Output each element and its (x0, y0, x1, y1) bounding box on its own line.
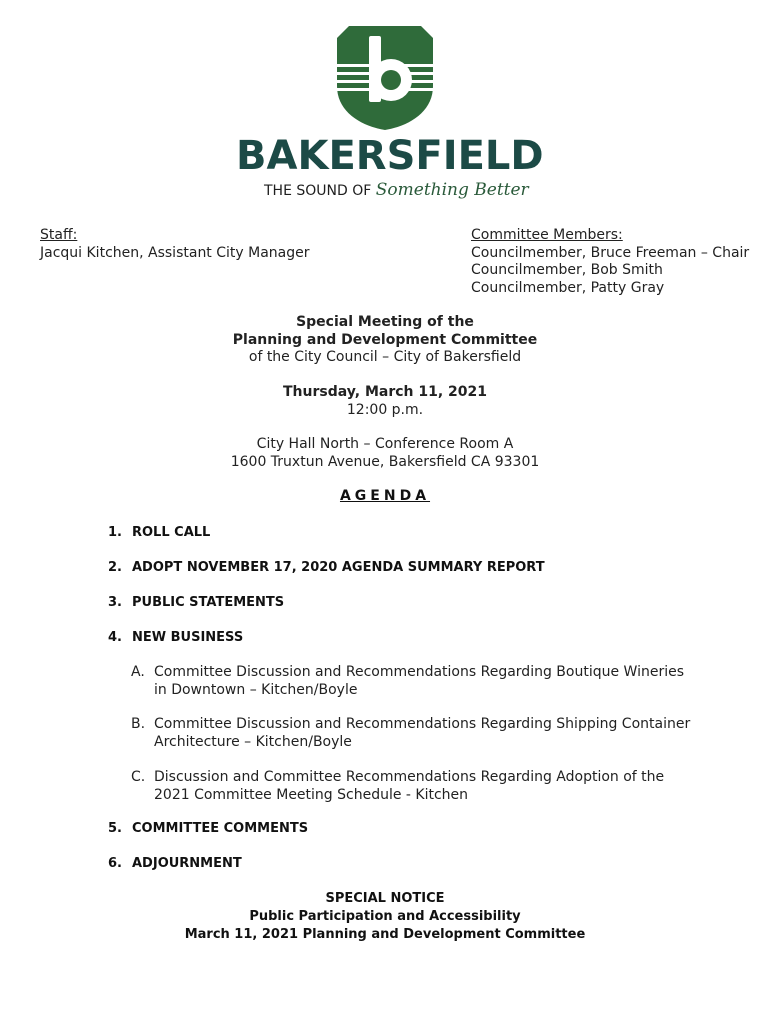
agenda-item (108, 629, 243, 646)
meeting-line-1: Special Meeting of the (296, 314, 474, 330)
agenda-item (108, 559, 545, 576)
meeting-date: Thursday, March 11, 2021 (282, 384, 488, 400)
agenda-item (108, 524, 210, 541)
sub-item-letter: C. (131, 769, 146, 785)
logo-tagline (264, 180, 534, 201)
agenda-heading: AGENDA (339, 488, 431, 504)
agenda-item-label: ADJOURNMENT (132, 856, 242, 871)
notice-line-2: Public Participation and Accessibility (249, 909, 521, 924)
agenda-item-number: 3. (108, 595, 122, 610)
meeting-line-2: Planning and Development Committee (232, 331, 538, 348)
notice-line-1: SPECIAL NOTICE (325, 891, 445, 906)
agenda-item (108, 594, 284, 611)
agenda-item-label: ADOPT NOVEMBER 17, 2020 AGENDA SUMMARY REPORT (132, 560, 545, 575)
sub-item-text: Committee Discussion and Recommendations Regarding Shipping Container Architecture – Kitchen/Boyle (154, 716, 691, 750)
tagline-script: Something Better (375, 180, 529, 200)
agenda-item-label: COMMITTEE COMMENTS (132, 821, 309, 836)
meeting-line-3: of the City Council – City of Bakersfield (248, 349, 522, 365)
meeting-title (0, 314, 770, 367)
agenda-item-label: NEW BUSINESS (132, 630, 244, 645)
agenda-item-number: 6. (108, 856, 122, 871)
meeting-datetime (0, 384, 770, 419)
committee-heading: Committee Members: (471, 227, 623, 243)
meeting-location (0, 436, 770, 471)
sub-item-letter: A. (131, 664, 145, 680)
location-line-2: 1600 Truxtun Avenue, Bakersfield CA 93301 (230, 453, 540, 470)
agenda-item-label: ROLL CALL (132, 525, 211, 540)
logo-letter: b (335, 22, 336, 23)
meeting-time: 12:00 p.m. (346, 401, 424, 418)
committee-member: Councilmember, Patty Gray (471, 279, 665, 296)
new-business-item (131, 768, 691, 804)
bakersfield-logo (236, 22, 544, 212)
sub-item-text: Discussion and Committee Recommendations Regarding Adoption of the 2021 Committee Meeting Schedule - Kitchen (154, 769, 665, 803)
new-business-item (131, 663, 691, 699)
staff-member: Jacqui Kitchen, Assistant City Manager (40, 244, 310, 261)
committee-member: Councilmember, Bruce Freeman – Chair (471, 244, 750, 261)
sub-item-letter: B. (131, 716, 146, 732)
new-business-item (131, 715, 691, 751)
tagline-prefix: THE SOUND OF (264, 183, 372, 199)
agenda-item-number: 4. (108, 630, 122, 645)
bakersfield-b-emblem-icon (335, 22, 435, 130)
agenda-item (108, 855, 242, 872)
committee-member: Councilmember, Bob Smith (471, 262, 663, 278)
sub-item-text: Committee Discussion and Recommendations Regarding Boutique Wineries in Downtown – Kitchen/Boyle (154, 664, 684, 698)
location-line-1: City Hall North – Conference Room A (256, 436, 514, 452)
agenda-item-number: 2. (108, 560, 122, 575)
notice-line-3: March 11, 2021 Planning and Development Committee (184, 927, 586, 942)
special-notice (0, 890, 770, 944)
agenda-item-number: 1. (108, 525, 122, 540)
agenda-item-number: 5. (108, 821, 122, 836)
staff-heading: Staff: (40, 227, 78, 243)
agenda-item (108, 820, 308, 837)
committee-block (471, 227, 749, 297)
logo-wordmark: BAKERSFIELD (236, 133, 544, 179)
staff-block (40, 227, 310, 262)
agenda-item-label: PUBLIC STATEMENTS (132, 595, 285, 610)
